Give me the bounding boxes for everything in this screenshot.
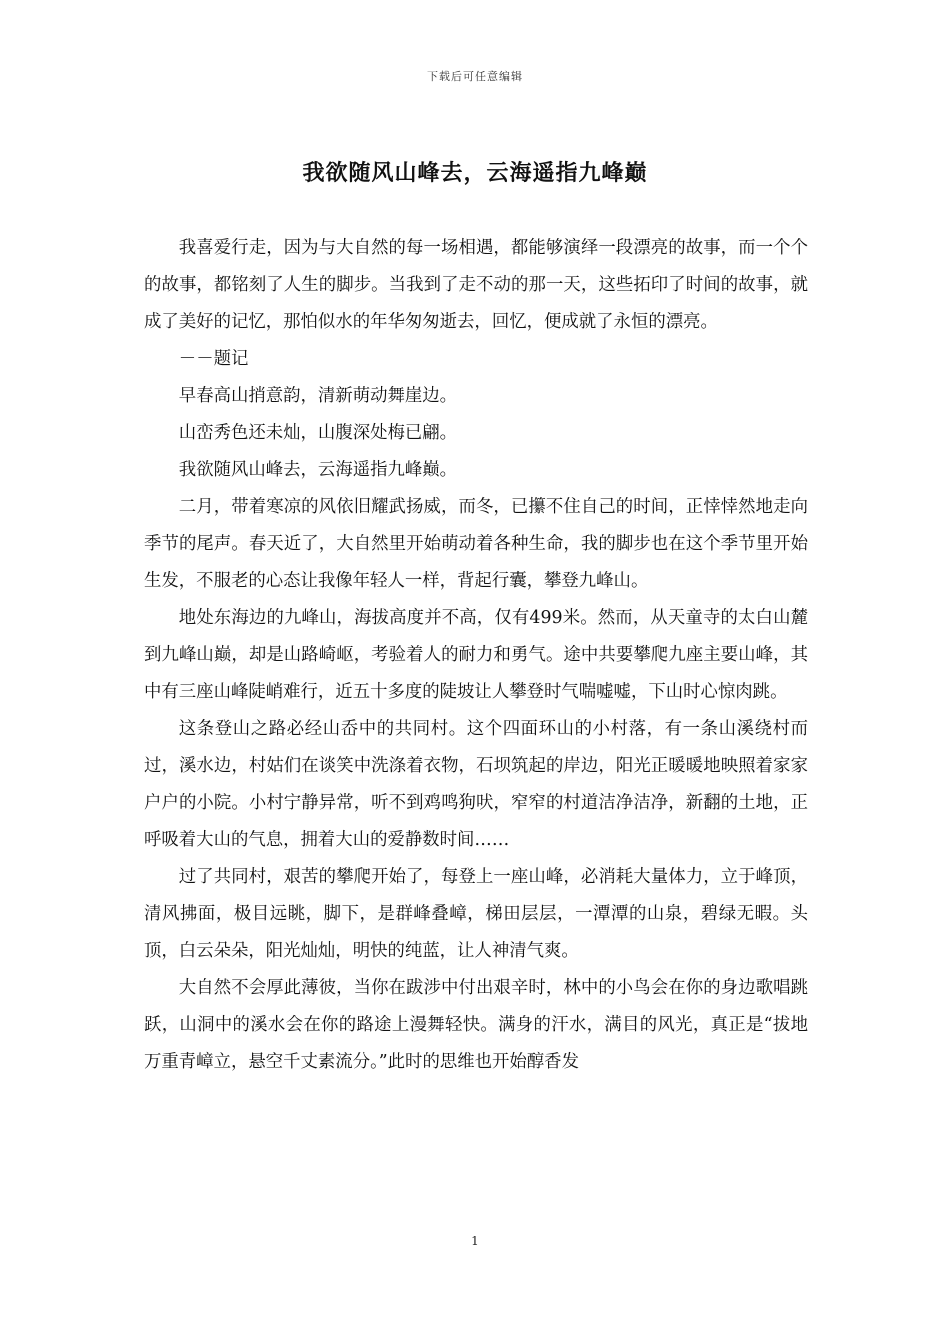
paragraph-epigraph-source: －－题记 <box>178 349 249 369</box>
paragraph-jiufeng-mountain: 地处东海边的九峰山，海拔高度并不高，仅有499米。然而，从天童寺的太白山麓到九峰山巅，却是山路崎岖，考验着人的耐力和勇气。途中共要攀爬九座主要山峰，其中有三座山峰陡峭难行，近五十多度的陡坡让人攀登时气喘嘘嘘，下山时心惊肉跳。 <box>144 608 808 702</box>
poem-line-3: 我欲随风山峰去，云海遥指九峰巅。 <box>178 460 458 480</box>
page-number: 1 <box>471 1234 479 1248</box>
body-text <box>144 230 808 1081</box>
poem-line-1: 早春高山捎意韵，清新萌动舞崖边。 <box>178 386 458 406</box>
paragraph-climb: 过了共同村，艰苦的攀爬开始了，每登上一座山峰，必消耗大量体力，立于峰顶，清风拂面，极目远眺，脚下，是群峰叠嶂，梯田层层，一潭潭的山泉，碧绿无暇。头顶，白云朵朵，阳光灿灿，明快的纯蓝，让人神清气爽。 <box>144 867 808 961</box>
paragraph-intro: 我喜爱行走，因为与大自然的每一场相遇，都能够演绎一段漂亮的故事，而一个个的故事，都铭刻了人生的脚步。当我到了走不动的那一天，这些拓印了时间的故事，就成了美好的记忆，那怕似水的年华匆匆逝去，回忆，便成就了永恒的漂亮。 <box>144 238 808 332</box>
paragraph-gongtong-village: 这条登山之路必经山岙中的共同村。这个四面环山的小村落，有一条山溪绕村而过，溪水边，村姑们在谈笑中洗涤着衣物，石坝筑起的岸边，阳光正暖暖地映照着家家户户的小院。小村宁静异常，听不到鸡鸣狗吠，窄窄的村道洁净洁净，新翻的土地，正呼吸着大山的气息，拥着大山的爱静数时间…… <box>144 719 808 850</box>
header-note: 下载后可任意编辑 <box>427 70 523 83</box>
paragraph-february: 二月，带着寒凉的风依旧耀武扬威，而冬，已攥不住自己的时间，正悻悻然地走向季节的尾声。春天近了，大自然里开始萌动着各种生命，我的脚步也在这个季节里开始生发，不服老的心态让我像年轻人一样，背起行囊，攀登九峰山。 <box>144 497 808 591</box>
paragraph-nature: 大自然不会厚此薄彼，当你在跋涉中付出艰辛时，林中的小鸟会在你的身边歌唱跳跃，山洞中的溪水会在你的路途上漫舞轻快。满身的汗水，满目的风光，真正是“拔地万重青嶂立，悬空千丈素流分。”此时的思维也开始醇香发 <box>144 978 808 1072</box>
poem-line-2: 山峦秀色还未灿，山腹深处梅已翩。 <box>178 423 458 443</box>
document-title: 我欲随风山峰去，云海遥指九峰巅 <box>302 160 648 186</box>
